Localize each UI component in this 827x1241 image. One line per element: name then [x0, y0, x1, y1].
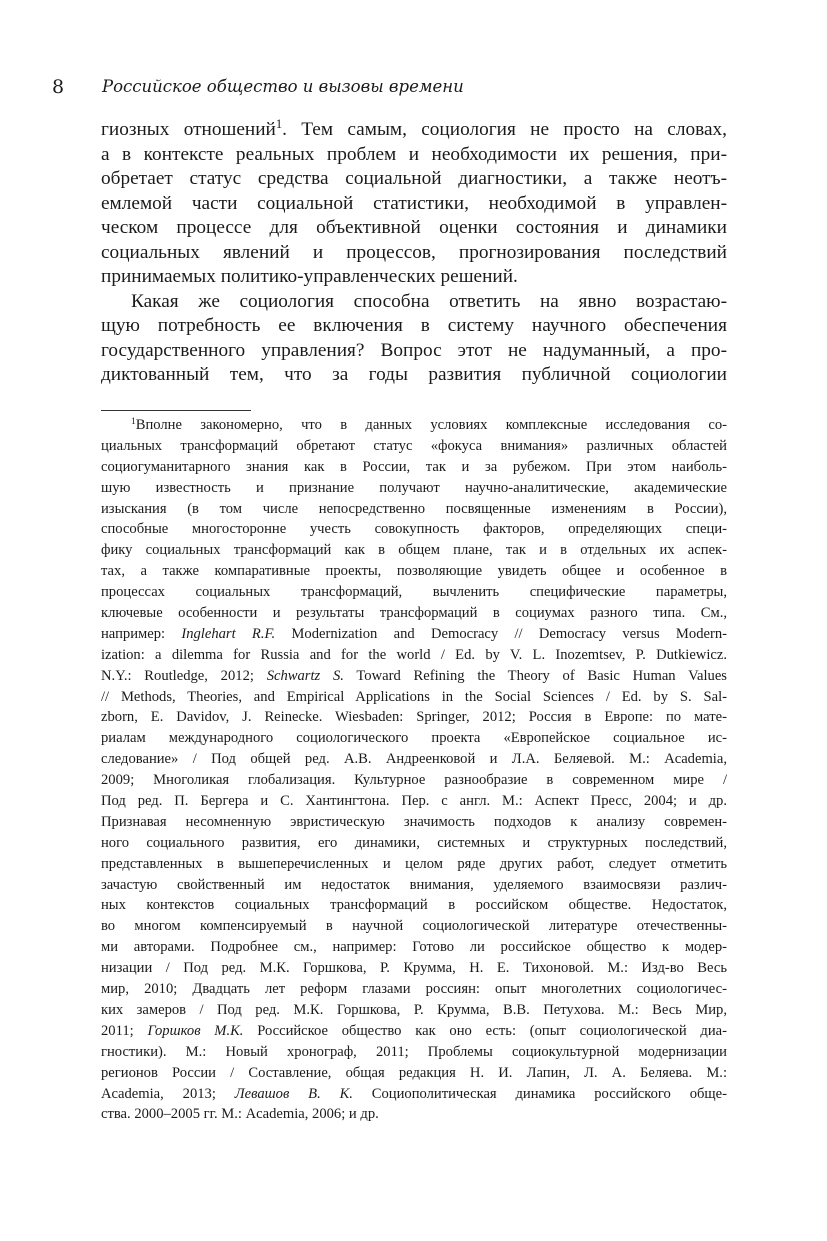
footnote-line: ких замеров / Под ред. М.К. Горшкова, Р. Крумма, В.В. Петухова. М.: Весь Мир, [101, 1001, 727, 1018]
footnote-line: Признавая несомненную эвристическую значимость подходов к анализу современ- [101, 813, 727, 830]
page-header [48, 76, 728, 102]
main-text [101, 118, 727, 388]
footnote-line [101, 624, 727, 645]
text-line: ческом процессе для объективной оценки состояния и динамики [101, 217, 727, 238]
text-line: емлемой части социальной статистики, необходимой в управлен- [101, 192, 727, 214]
footnote-line: процессах социальных трансформаций, вычленить специфические параметры, [101, 584, 727, 601]
text-span: Российское общество как оно есть: (опыт социологической диа- [243, 1022, 727, 1039]
footnote-line: мир, 2010; Двадцать лет реформ глазами россиян: опыт многолетних социологичес- [101, 981, 727, 998]
text-span: N.Y.: Routledge, 2012; [101, 667, 267, 684]
footnote-line: фику социальных трансформаций как в общем плане, так и в отдельных их аспек- [101, 542, 727, 559]
author-name: Inglehart R.F. [181, 625, 276, 642]
footnote-line: регионов России / Составление, общая редакция Н. И. Лапин, Л. А. Беляева. М.: [101, 1064, 727, 1081]
footnote-line: представленных в вышеперечисленных и целом ряде других работ, следует отметить [101, 855, 727, 872]
text-span: 2011; [101, 1022, 148, 1039]
text-line: социальных явлений и процессов, прогнозирования последствий [101, 241, 727, 263]
footnote-line: гностики). М.: Новый хронограф, 2011; Проблемы социокультурной модернизации [101, 1043, 727, 1060]
footnote-line: способные многосторонне учесть совокупность факторов, определяющих специ- [101, 521, 727, 538]
footnote-line: ключевые особенности и результаты трансформаций в социумах разного типа. См., [101, 605, 727, 622]
footnote-line [101, 666, 727, 687]
text-line: Какая же социология способна ответить на явно возрастаю- [131, 290, 727, 312]
text-span: например: [101, 625, 182, 642]
footnote-line [101, 1084, 727, 1105]
footnote-line: циальных трансформаций обретают статус «фокуса внимания» различных областей [101, 437, 727, 454]
text-line [101, 118, 727, 143]
footnote-marker: 1 [131, 416, 136, 427]
author-name: Горшков М.К. [147, 1022, 244, 1039]
author-name: Schwartz S. [266, 667, 344, 684]
text-line: а в контексте реальных проблем и необходимости их решения, при- [101, 143, 727, 165]
footnote-line: риалам международного социологического проекта «Европейское социальное ис- [101, 730, 727, 747]
footnote-line: 2009; Многоликая глобализация. Культурное разнообразие в современном мире / [101, 772, 727, 789]
footnote-line: следование» / Под общей ред. А.В. Андреенковой и Л.А. Беляевой. М.: Academia, [101, 751, 727, 768]
text-line: диктованный тем, что за годы развития публичной социологии [101, 364, 727, 385]
footnote-separator [101, 410, 251, 411]
footnote-line: // Methods, Theories, and Empirical Applications in the Social Sciences / Ed. by S. Sal- [101, 688, 727, 705]
text-span: Toward Refining the Theory of Basic Human Values [343, 667, 727, 684]
page-number: 8 [52, 76, 65, 98]
footnote-line: ных контекстов социальных трансформаций в российском обществе. Недостаток, [101, 897, 727, 914]
footnote-line: ства. 2000–2005 гг. М.: Academia, 2006; и др. [101, 1106, 379, 1123]
text-line: щую потребность ее включения в систему научного обеспечения [101, 315, 727, 336]
footnote-line [101, 415, 727, 436]
running-title: Российское общество и вызовы времени [102, 77, 464, 96]
text-span: гиозных отношений [101, 119, 276, 140]
footnote-line: тах, а также компаративные проекты, позволяющие увидеть общее и особенное в [101, 563, 727, 580]
footnote-line: ми авторами. Подробнее см., например: Готово ли российское общество к модер- [101, 939, 727, 956]
footnote-line [101, 1021, 727, 1042]
text-span: Вполне закономерно, что в данных условиях комплексные исследования со- [135, 417, 727, 433]
footnote-line: во многом компенсируемый в научной социологической литературе отечественны- [101, 918, 727, 935]
author-name: Левашов В. К. [234, 1085, 353, 1102]
footnote-line: изыскания (в том числе непосредственно посвященные изменениям в России), [101, 500, 727, 517]
text-line: принимаемых политико-управленческих решений. [101, 266, 518, 287]
footnote-ref: 1 [275, 118, 283, 132]
footnote-line: ного социального развития, его динамики, системных и структурных последствий, [101, 834, 727, 851]
text-span: Academia, 2013; [101, 1085, 235, 1102]
text-span: . Тем самым, социология не просто на словах, [282, 119, 727, 140]
footnote-line: zborn, E. Davidov, J. Reinecke. Wiesbaden: Springer, 2012; Россия в Европе: по мате- [101, 709, 727, 726]
footnote [101, 415, 727, 1125]
text-line: государственного управления? Вопрос этот не надуманный, а про- [101, 339, 727, 361]
footnote-line: зачастую свойственный им недостаток внимания, уделяемого взаимосвязи различ- [101, 876, 727, 893]
footnote-line: Под ред. П. Бергера и С. Хантингтона. Пер. с англ. М.: Аспект Пресс, 2004; и др. [101, 793, 727, 810]
text-span: Социополитическая динамика российского обще- [352, 1085, 727, 1102]
footnote-line: социогуманитарного знания как в России, так и за рубежом. При этом наиболь- [101, 458, 727, 475]
text-line: обретает статус средства социальной диагностики, а также неотъ- [101, 168, 727, 189]
footnote-line: шую известность и признание получают научно-аналитические, академические [101, 479, 727, 496]
footnote-line: ization: a dilemma for Russia and for the world / Ed. by V. L. Inozemtsev, P. Dutkiewicz. [101, 646, 727, 663]
footnote-line: низации / Под ред. М.К. Горшкова, Р. Крумма, Н. Е. Тихоновой. М.: Изд-во Весь [101, 960, 727, 977]
text-span: Modernization and Democracy // Democracy versus Modern- [275, 625, 727, 642]
